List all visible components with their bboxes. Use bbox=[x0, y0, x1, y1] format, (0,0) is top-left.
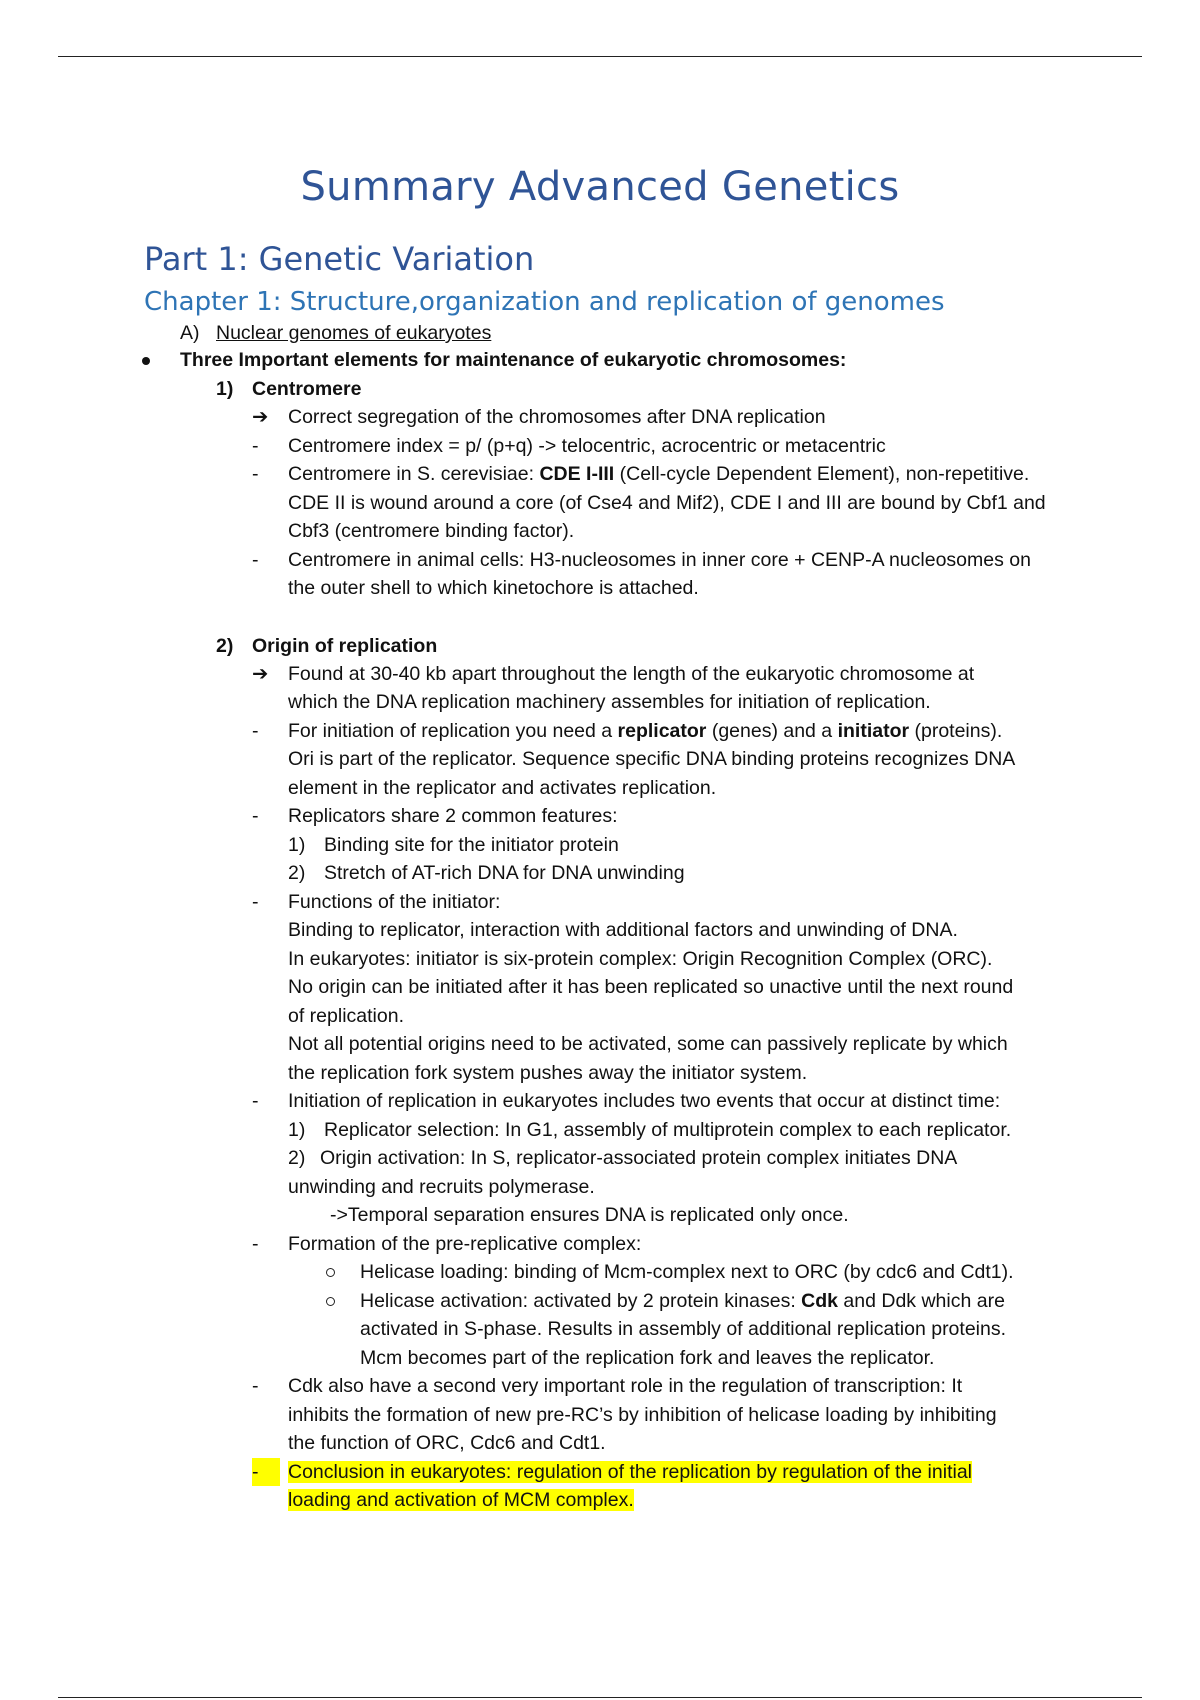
dash-icon: - bbox=[252, 1233, 259, 1255]
circle-bullet-icon bbox=[326, 1287, 335, 1315]
initiation-events-heading: Initiation of replication in eukaryotes includes two events that occur at distinct time: bbox=[288, 1090, 1001, 1112]
circle-bullet-icon bbox=[326, 1258, 335, 1286]
main-bullet-text: Three Important elements for maintenance of eukaryotic chromosomes: bbox=[180, 349, 847, 371]
dash-icon: - bbox=[252, 549, 259, 571]
arrow-icon: ➔ bbox=[252, 663, 269, 685]
pre-rc-heading: Formation of the pre-replicative complex: bbox=[288, 1233, 642, 1255]
conclusion-line-1: Conclusion in eukaryotes: regulation of the replication by regulation of the initial bbox=[288, 1461, 972, 1483]
centromere-heading: Centromere bbox=[252, 378, 362, 400]
initiator-functions-line-3: No origin can be initiated after it has been replicated so unactive until the next round bbox=[288, 976, 1014, 998]
centromere-yeast-line-1: Centromere in S. cerevisiae: CDE I-III (Cell-cycle Dependent Element), non-repetitive. bbox=[288, 463, 1030, 485]
origin-initiation-line-2: Ori is part of the replicator. Sequence specific DNA binding proteins recognizes DNA bbox=[288, 748, 1016, 770]
document-title: Summary Advanced Genetics bbox=[300, 164, 900, 210]
arrow-icon: ➔ bbox=[252, 406, 269, 428]
origin-number: 2) bbox=[216, 635, 234, 657]
centromere-number: 1) bbox=[216, 378, 234, 400]
initiator-functions-line-2: In eukaryotes: initiator is six-protein complex: Origin Recognition Complex (ORC). bbox=[288, 948, 993, 970]
conclusion-line-2: loading and activation of MCM complex. bbox=[288, 1489, 634, 1511]
cdk-role-line-1: Cdk also have a second very important role in the regulation of transcription: It bbox=[288, 1375, 963, 1397]
dash-icon: - bbox=[252, 435, 259, 457]
origin-initiation-line-3: element in the replicator and activates replication. bbox=[288, 777, 717, 799]
temporal-separation-text: ->Temporal separation ensures DNA is replicated only once. bbox=[330, 1204, 849, 1226]
feature-1-number: 1) bbox=[288, 834, 306, 856]
dash-icon: - bbox=[252, 891, 259, 913]
initiator-functions-line-5: Not all potential origins need to be activated, some can passively replicate by which bbox=[288, 1033, 1008, 1055]
cdk-role-line-3: the function of ORC, Cdc6 and Cdt1. bbox=[288, 1432, 606, 1454]
helicase-loading-text: Helicase loading: binding of Mcm-complex next to ORC (by cdc6 and Cdt1). bbox=[360, 1261, 1014, 1283]
replicators-share-text: Replicators share 2 common features: bbox=[288, 805, 618, 827]
feature-2-number: 2) bbox=[288, 862, 306, 884]
event-1-number: 1) bbox=[288, 1119, 306, 1141]
origin-arrow-line-2: which the DNA replication machinery assembles for initiation of replication. bbox=[288, 691, 931, 713]
origin-initiation-line-1: For initiation of replication you need a replicator (genes) and a initiator (proteins). bbox=[288, 720, 1003, 742]
dash-icon: - bbox=[252, 463, 259, 485]
event-2-text-line-2: unwinding and recruits polymerase. bbox=[288, 1176, 595, 1198]
centromere-animal-line-2: the outer shell to which kinetochore is attached. bbox=[288, 577, 699, 599]
section-a-marker: A) bbox=[180, 322, 200, 344]
helicase-activation-line-2: activated in S-phase. Results in assembly of additional replication proteins. bbox=[360, 1318, 1007, 1340]
part-heading: Part 1: Genetic Variation bbox=[144, 240, 535, 278]
initiator-functions-line-4: of replication. bbox=[288, 1005, 404, 1027]
origin-heading: Origin of replication bbox=[252, 635, 438, 657]
dash-icon: - bbox=[252, 720, 259, 742]
feature-1-text: Binding site for the initiator protein bbox=[324, 834, 619, 856]
centromere-yeast-line-2: CDE II is wound around a core (of Cse4 and Mif2), CDE I and III are bound by Cbf1 and bbox=[288, 492, 1046, 514]
section-a-heading: Nuclear genomes of eukaryotes bbox=[216, 322, 492, 344]
header-rule bbox=[58, 56, 1142, 57]
dash-icon: - bbox=[252, 1458, 280, 1486]
dash-icon: - bbox=[252, 1375, 259, 1397]
helicase-activation-line-3: Mcm becomes part of the replication fork and leaves the replicator. bbox=[360, 1347, 935, 1369]
cdk-role-line-2: inhibits the formation of new pre-RC’s by inhibition of helicase loading by inhibiting bbox=[288, 1404, 997, 1426]
footer-rule bbox=[58, 1697, 1142, 1698]
centromere-yeast-line-3: Cbf3 (centromere binding factor). bbox=[288, 520, 575, 542]
initiator-functions-line-6: the replication fork system pushes away the initiator system. bbox=[288, 1062, 808, 1084]
origin-arrow-line-1: Found at 30-40 kb apart throughout the length of the eukaryotic chromosome at bbox=[288, 663, 975, 685]
centromere-animal-line-1: Centromere in animal cells: H3-nucleosomes in inner core + CENP-A nucleosomes on bbox=[288, 549, 1031, 571]
event-1-text: Replicator selection: In G1, assembly of multiprotein complex to each replicator. bbox=[324, 1119, 1012, 1141]
feature-2-text: Stretch of AT-rich DNA for DNA unwinding bbox=[324, 862, 685, 884]
centromere-arrow-text: Correct segregation of the chromosomes after DNA replication bbox=[288, 406, 826, 428]
event-2-text: Origin activation: In S, replicator-associated protein complex initiates DNA bbox=[320, 1147, 958, 1169]
dash-icon: - bbox=[252, 805, 259, 827]
dash-icon: - bbox=[252, 1090, 259, 1112]
event-2-number: 2) bbox=[288, 1147, 306, 1169]
chapter-heading: Chapter 1: Structure,organization and replication of genomes bbox=[144, 287, 945, 317]
helicase-activation-line-1: Helicase activation: activated by 2 protein kinases: Cdk and Ddk which are bbox=[360, 1290, 1005, 1312]
bullet-icon bbox=[142, 346, 150, 374]
centromere-index-text: Centromere index = p/ (p+q) -> telocentric, acrocentric or metacentric bbox=[288, 435, 886, 457]
initiator-functions-line-1: Binding to replicator, interaction with additional factors and unwinding of DNA. bbox=[288, 919, 958, 941]
initiator-functions-heading: Functions of the initiator: bbox=[288, 891, 501, 913]
